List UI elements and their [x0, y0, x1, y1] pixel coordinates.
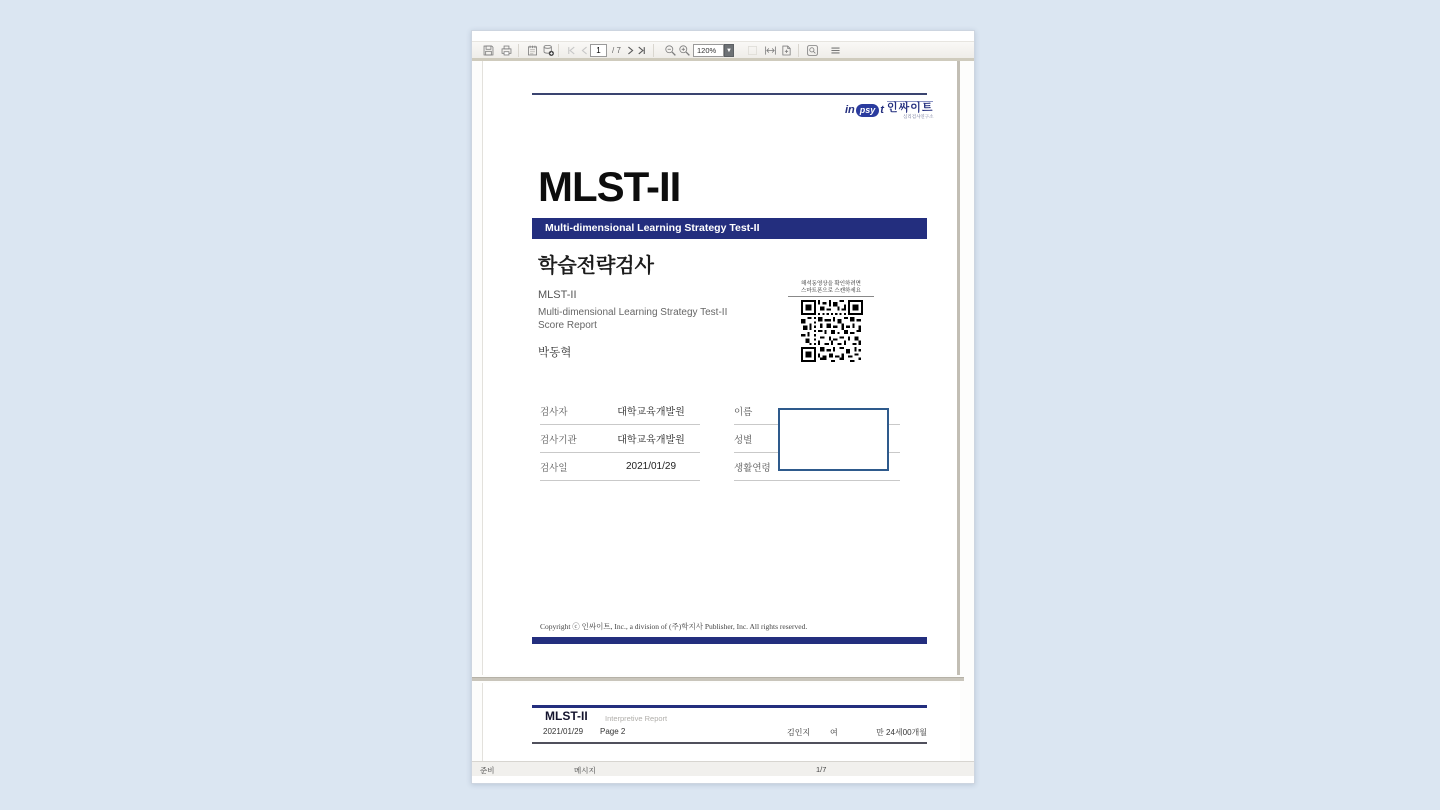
- report-title: MLST-II: [538, 163, 681, 210]
- info-label: 생활연령: [734, 462, 771, 474]
- menu-icon[interactable]: [828, 44, 842, 57]
- zoom-dropdown-button[interactable]: ▼: [724, 44, 734, 57]
- toolbar: [472, 41, 974, 58]
- toolbar-separator: [518, 44, 519, 57]
- inpsyt-logo: [845, 101, 933, 120]
- info-value: 2021/01/29: [625, 461, 677, 472]
- export-data-icon[interactable]: [541, 44, 555, 57]
- logo-oval: psy: [856, 104, 880, 117]
- footer-bar: [532, 637, 927, 644]
- status-page-indicator: 1/7: [816, 765, 827, 774]
- fit-width-icon[interactable]: [763, 44, 777, 57]
- page2-page-label: Page 2: [600, 727, 626, 736]
- page2-age: 만 24세00개월: [876, 728, 927, 737]
- page-count-label: / 7: [612, 46, 621, 55]
- toolbar-separator: [558, 44, 559, 57]
- first-page-icon[interactable]: [564, 44, 578, 57]
- test-subtitle: [538, 306, 727, 332]
- zoom-in-icon[interactable]: [677, 44, 691, 57]
- title-banner: Multi-dimensional Learning Strategy Test-II: [532, 218, 927, 239]
- prev-page-icon[interactable]: [577, 44, 591, 57]
- page-separator: [472, 677, 964, 681]
- info-value: 대학교육개발원: [617, 407, 685, 418]
- logo-brand-sub: 심리검사연구소: [903, 114, 934, 119]
- privacy-overlay-box: [778, 408, 889, 471]
- logo-brand-name: 인싸이트: [886, 102, 934, 114]
- export-page-icon[interactable]: [779, 44, 793, 57]
- zoom-out-icon[interactable]: [663, 44, 677, 57]
- test-subtitle-line1: Multi-dimensional Learning Strategy Test-II: [538, 307, 728, 318]
- korean-heading: 학습전략검사: [538, 255, 654, 277]
- save-icon[interactable]: [481, 44, 495, 57]
- copyright-text: Copyright ⓒ 인싸이트, Inc., a division of (주)학지사 Publisher, Inc. All rights reserved.: [540, 622, 808, 631]
- qr-caption: 해석동영상을 확인하려면 스마트폰으로 스캔하세요: [788, 281, 874, 297]
- qr-code: [801, 298, 863, 364]
- search-icon[interactable]: [805, 44, 819, 57]
- document-area: [472, 61, 974, 761]
- logo-word-in: in: [845, 104, 855, 117]
- status-bar: [472, 761, 974, 776]
- info-label: 검사기관: [540, 434, 577, 446]
- examinee-name: 박동혁: [538, 347, 572, 359]
- test-subtitle-line2: Score Report: [538, 320, 597, 331]
- page2-title: MLST-II: [545, 709, 588, 723]
- page2-subtitle: Interpretive Report: [605, 714, 668, 723]
- table-row: [540, 453, 700, 481]
- header-rule: [532, 93, 927, 95]
- logo-word-t: t: [880, 104, 884, 117]
- test-info-table: [540, 397, 700, 481]
- page-number-input[interactable]: [590, 44, 607, 57]
- table-row: [540, 397, 700, 425]
- info-label: 이름: [734, 406, 753, 418]
- status-message: 메시지: [574, 766, 596, 775]
- toolbar-separator: [653, 44, 654, 57]
- info-value: 대학교육개발원: [617, 435, 685, 446]
- last-page-icon[interactable]: [634, 44, 648, 57]
- page2-examinee-name: 김인지: [787, 728, 811, 737]
- zoom-level-select[interactable]: 120%: [693, 44, 724, 57]
- info-label: 검사일: [540, 462, 568, 474]
- fit-page-icon[interactable]: [745, 44, 759, 57]
- page2-date: 2021/01/29: [543, 727, 584, 736]
- page2-header-rule: [532, 742, 927, 744]
- toolbar-separator: [798, 44, 799, 57]
- status-ready: 준비: [480, 766, 495, 775]
- report-page-1: [482, 61, 960, 675]
- info-label: 성별: [734, 434, 753, 446]
- print-icon[interactable]: [499, 44, 513, 57]
- info-label: 검사자: [540, 406, 568, 418]
- page2-header-bar: [532, 705, 927, 708]
- page2-gender: 여: [830, 728, 838, 737]
- page2-meta-row: [483, 727, 961, 739]
- report-viewer-window: [471, 30, 975, 784]
- report-page-2: [482, 683, 960, 761]
- table-row: [540, 425, 700, 453]
- test-code: MLST-II: [538, 289, 577, 301]
- report-icon[interactable]: [525, 44, 539, 57]
